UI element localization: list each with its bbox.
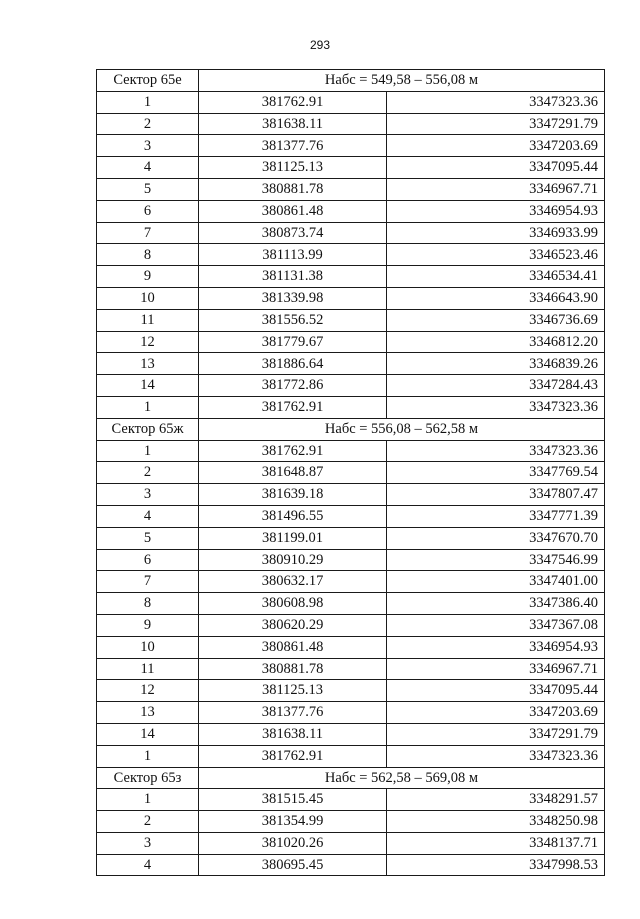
y-coordinate-cell: 3348291.57 — [387, 789, 605, 811]
x-coordinate-cell: 380881.78 — [199, 178, 387, 200]
x-coordinate-cell: 380910.29 — [199, 549, 387, 571]
y-coordinate-cell: 3348137.71 — [387, 832, 605, 854]
x-coordinate-cell: 381648.87 — [199, 462, 387, 484]
x-coordinate-cell: 381556.52 — [199, 309, 387, 331]
y-coordinate-cell: 3347284.43 — [387, 375, 605, 397]
y-coordinate-cell: 3348250.98 — [387, 811, 605, 833]
table-row — [97, 593, 605, 615]
table-row — [97, 222, 605, 244]
x-coordinate-cell: 380620.29 — [199, 614, 387, 636]
y-coordinate-cell: 3346643.90 — [387, 287, 605, 309]
sector-elevation-range: Набс = 556,08 – 562,58 м — [199, 418, 605, 440]
table-row — [97, 178, 605, 200]
point-number-cell: 4 — [97, 854, 199, 876]
x-coordinate-cell: 381772.86 — [199, 375, 387, 397]
x-coordinate-cell: 381354.99 — [199, 811, 387, 833]
y-coordinate-cell: 3346839.26 — [387, 353, 605, 375]
x-coordinate-cell: 381779.67 — [199, 331, 387, 353]
point-number-cell: 1 — [97, 396, 199, 418]
point-number-cell: 5 — [97, 178, 199, 200]
table-row — [97, 505, 605, 527]
sector-name: Сектор 65ж — [97, 418, 199, 440]
y-coordinate-cell: 3347323.36 — [387, 396, 605, 418]
point-number-cell: 14 — [97, 723, 199, 745]
point-number-cell: 8 — [97, 593, 199, 615]
x-coordinate-cell: 380873.74 — [199, 222, 387, 244]
table-row — [97, 200, 605, 222]
point-number-cell: 11 — [97, 309, 199, 331]
x-coordinate-cell: 381125.13 — [199, 680, 387, 702]
y-coordinate-cell: 3347203.69 — [387, 702, 605, 724]
y-coordinate-cell: 3347323.36 — [387, 745, 605, 767]
point-number-cell: 3 — [97, 832, 199, 854]
table-row — [97, 658, 605, 680]
point-number-cell: 1 — [97, 745, 199, 767]
point-number-cell: 7 — [97, 571, 199, 593]
point-number-cell: 12 — [97, 331, 199, 353]
y-coordinate-cell: 3346954.93 — [387, 200, 605, 222]
table-row — [97, 244, 605, 266]
table-row — [97, 789, 605, 811]
table-row — [97, 135, 605, 157]
point-number-cell: 11 — [97, 658, 199, 680]
point-number-cell: 2 — [97, 811, 199, 833]
x-coordinate-cell: 380881.78 — [199, 658, 387, 680]
point-number-cell: 9 — [97, 266, 199, 288]
table-row — [97, 527, 605, 549]
x-coordinate-cell: 381638.11 — [199, 723, 387, 745]
x-coordinate-cell: 381496.55 — [199, 505, 387, 527]
table-row — [97, 680, 605, 702]
point-number-cell: 12 — [97, 680, 199, 702]
x-coordinate-cell: 381377.76 — [199, 135, 387, 157]
sector-name: Сектор 65е — [97, 70, 199, 92]
table-row — [97, 854, 605, 876]
y-coordinate-cell: 3347367.08 — [387, 614, 605, 636]
x-coordinate-cell: 381113.99 — [199, 244, 387, 266]
table-row — [97, 811, 605, 833]
table-row — [97, 702, 605, 724]
table-row — [97, 440, 605, 462]
coordinates-table-body — [97, 70, 605, 876]
x-coordinate-cell: 381762.91 — [199, 396, 387, 418]
point-number-cell: 13 — [97, 353, 199, 375]
y-coordinate-cell: 3346534.41 — [387, 266, 605, 288]
sector-header-row — [97, 418, 605, 440]
table-row — [97, 91, 605, 113]
table-row — [97, 266, 605, 288]
y-coordinate-cell: 3346967.71 — [387, 178, 605, 200]
x-coordinate-cell: 381125.13 — [199, 157, 387, 179]
y-coordinate-cell: 3347095.44 — [387, 680, 605, 702]
y-coordinate-cell: 3347291.79 — [387, 723, 605, 745]
table-row — [97, 549, 605, 571]
sector-header-row — [97, 70, 605, 92]
y-coordinate-cell: 3346523.46 — [387, 244, 605, 266]
sector-name: Сектор 65з — [97, 767, 199, 789]
y-coordinate-cell: 3346736.69 — [387, 309, 605, 331]
y-coordinate-cell: 3346954.93 — [387, 636, 605, 658]
table-row — [97, 462, 605, 484]
sector-elevation-range: Набс = 562,58 – 569,08 м — [199, 767, 605, 789]
x-coordinate-cell: 380632.17 — [199, 571, 387, 593]
point-number-cell: 3 — [97, 484, 199, 506]
x-coordinate-cell: 380695.45 — [199, 854, 387, 876]
table-row — [97, 331, 605, 353]
x-coordinate-cell: 380861.48 — [199, 636, 387, 658]
table-row — [97, 375, 605, 397]
sector-header-row — [97, 767, 605, 789]
x-coordinate-cell: 381515.45 — [199, 789, 387, 811]
point-number-cell: 1 — [97, 91, 199, 113]
coordinates-table — [96, 69, 605, 876]
sector-elevation-range: Набс = 549,58 – 556,08 м — [199, 70, 605, 92]
point-number-cell: 10 — [97, 287, 199, 309]
y-coordinate-cell: 3347769.54 — [387, 462, 605, 484]
point-number-cell: 6 — [97, 549, 199, 571]
point-number-cell: 10 — [97, 636, 199, 658]
y-coordinate-cell: 3346812.20 — [387, 331, 605, 353]
point-number-cell: 4 — [97, 157, 199, 179]
point-number-cell: 14 — [97, 375, 199, 397]
point-number-cell: 4 — [97, 505, 199, 527]
point-number-cell: 2 — [97, 462, 199, 484]
y-coordinate-cell: 3347323.36 — [387, 440, 605, 462]
x-coordinate-cell: 381886.64 — [199, 353, 387, 375]
table-row — [97, 723, 605, 745]
x-coordinate-cell: 381638.11 — [199, 113, 387, 135]
point-number-cell: 7 — [97, 222, 199, 244]
y-coordinate-cell: 3346967.71 — [387, 658, 605, 680]
x-coordinate-cell: 381377.76 — [199, 702, 387, 724]
y-coordinate-cell: 3347670.70 — [387, 527, 605, 549]
y-coordinate-cell: 3347998.53 — [387, 854, 605, 876]
table-row — [97, 614, 605, 636]
y-coordinate-cell: 3347291.79 — [387, 113, 605, 135]
table-row — [97, 636, 605, 658]
x-coordinate-cell: 381020.26 — [199, 832, 387, 854]
table-row — [97, 832, 605, 854]
y-coordinate-cell: 3347203.69 — [387, 135, 605, 157]
table-row — [97, 571, 605, 593]
point-number-cell: 2 — [97, 113, 199, 135]
y-coordinate-cell: 3347807.47 — [387, 484, 605, 506]
point-number-cell: 1 — [97, 789, 199, 811]
x-coordinate-cell: 381639.18 — [199, 484, 387, 506]
table-row — [97, 396, 605, 418]
table-row — [97, 745, 605, 767]
y-coordinate-cell: 3347401.00 — [387, 571, 605, 593]
point-number-cell: 8 — [97, 244, 199, 266]
y-coordinate-cell: 3347386.40 — [387, 593, 605, 615]
x-coordinate-cell: 381199.01 — [199, 527, 387, 549]
point-number-cell: 9 — [97, 614, 199, 636]
y-coordinate-cell: 3347323.36 — [387, 91, 605, 113]
page-number: 293 — [309, 38, 331, 52]
x-coordinate-cell: 381339.98 — [199, 287, 387, 309]
y-coordinate-cell: 3347095.44 — [387, 157, 605, 179]
x-coordinate-cell: 380861.48 — [199, 200, 387, 222]
x-coordinate-cell: 381762.91 — [199, 91, 387, 113]
table-row — [97, 113, 605, 135]
point-number-cell: 3 — [97, 135, 199, 157]
y-coordinate-cell: 3347771.39 — [387, 505, 605, 527]
table-row — [97, 353, 605, 375]
x-coordinate-cell: 381131.38 — [199, 266, 387, 288]
table-row — [97, 484, 605, 506]
point-number-cell: 1 — [97, 440, 199, 462]
x-coordinate-cell: 381762.91 — [199, 745, 387, 767]
x-coordinate-cell: 381762.91 — [199, 440, 387, 462]
table-row — [97, 157, 605, 179]
table-row — [97, 309, 605, 331]
point-number-cell: 6 — [97, 200, 199, 222]
point-number-cell: 13 — [97, 702, 199, 724]
y-coordinate-cell: 3347546.99 — [387, 549, 605, 571]
table-row — [97, 287, 605, 309]
point-number-cell: 5 — [97, 527, 199, 549]
x-coordinate-cell: 380608.98 — [199, 593, 387, 615]
y-coordinate-cell: 3346933.99 — [387, 222, 605, 244]
